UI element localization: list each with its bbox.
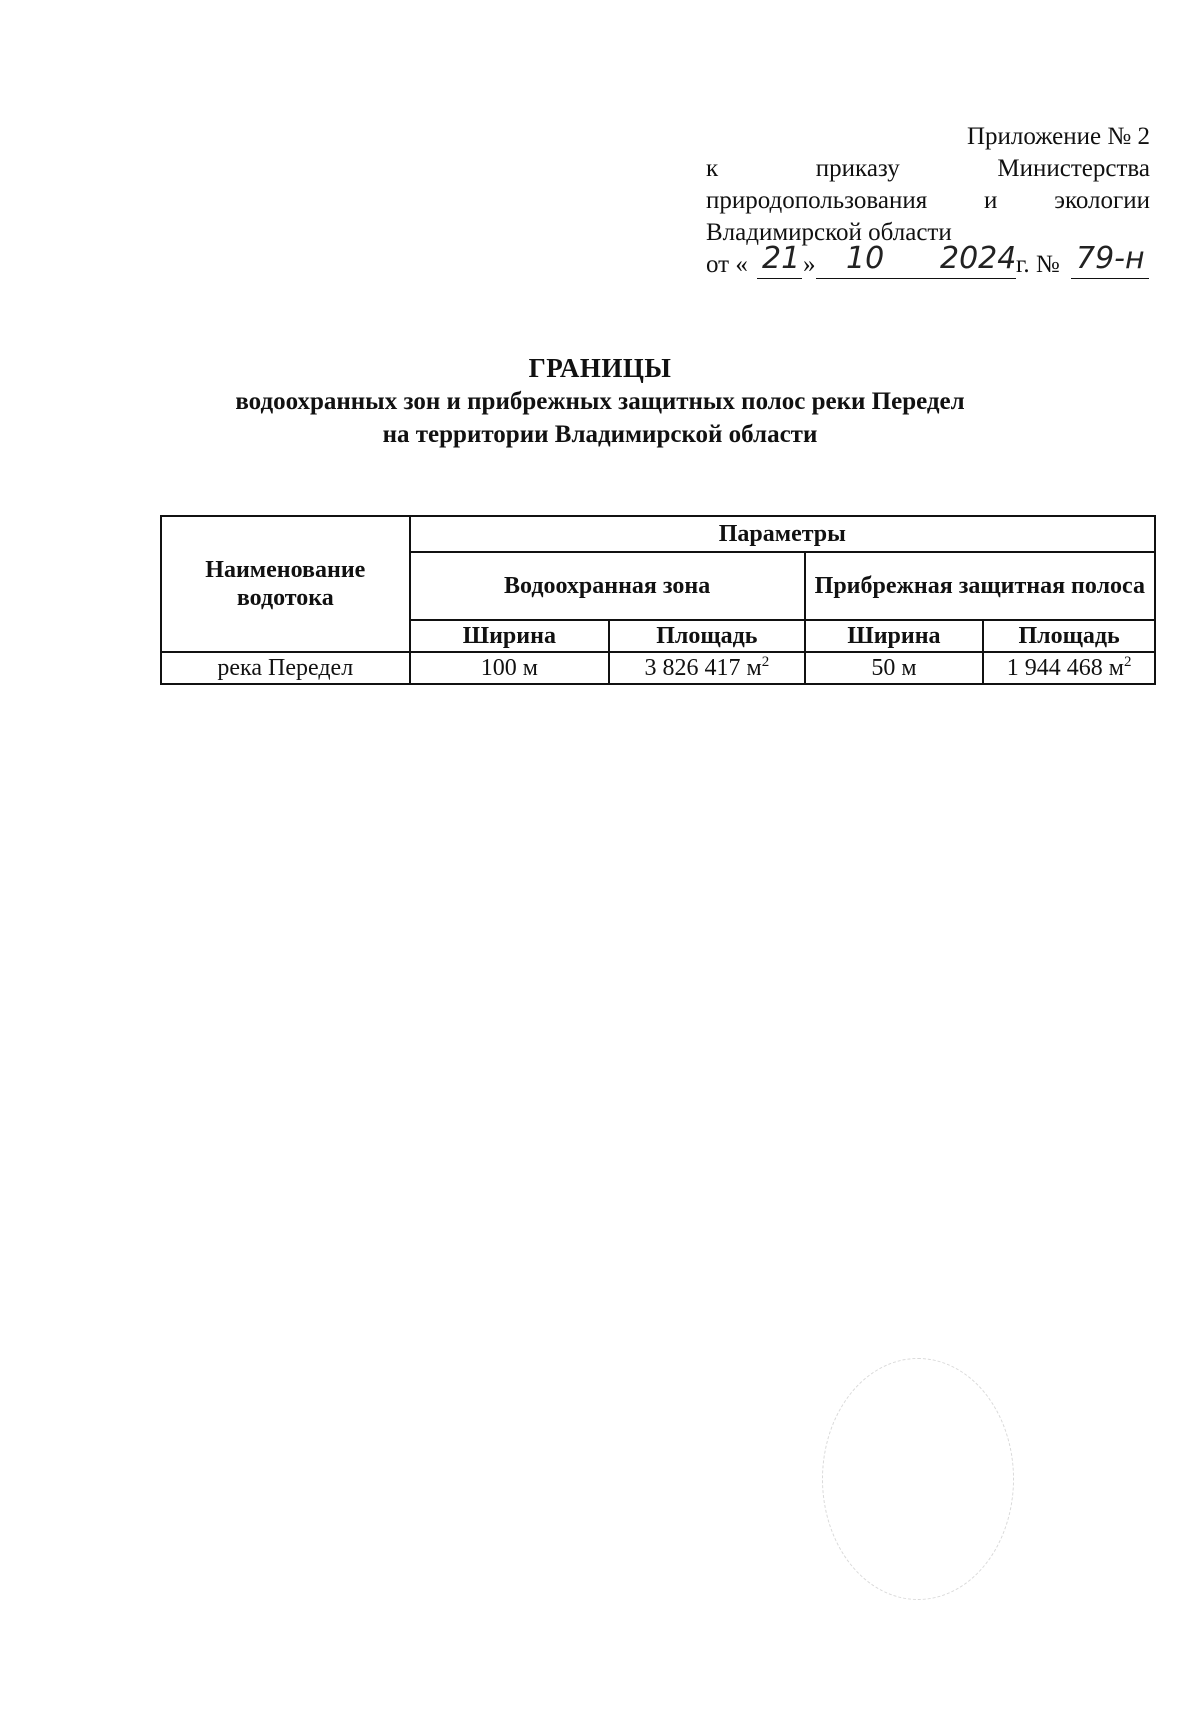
header-coastal-protective-strip: Прибрежная защитная полоса <box>805 552 1155 620</box>
zone-area-value: 3 826 417 м <box>644 655 762 681</box>
year-number-sign: г. № <box>1016 251 1060 278</box>
header-water-protection-zone: Водоохранная зона <box>410 552 805 620</box>
header-width: Ширина <box>805 620 984 652</box>
appendix-word: приказу <box>815 155 900 182</box>
cell-zone-width: 100 м <box>410 652 610 684</box>
header-width: Ширина <box>410 620 610 652</box>
appendix-number: Приложение № 2 <box>966 123 1150 150</box>
table-header-row <box>161 516 1155 552</box>
title-subtitle-2: на территории Владимирской области <box>382 421 818 448</box>
appendix-line-order <box>706 153 1150 185</box>
title-subtitle-1: водоохранных зон и прибрежных защитных полос реки Передел <box>235 388 965 415</box>
handwritten-year: 2024 <box>940 241 1017 276</box>
cell-zone-area <box>609 652 805 684</box>
title-main: ГРАНИЦЫ <box>528 353 672 383</box>
cell-strip-area <box>983 652 1155 684</box>
header-area: Площадь <box>609 620 805 652</box>
parameters-table <box>160 515 1156 685</box>
table-row <box>161 652 1155 684</box>
handwritten-month: 10 <box>846 241 885 276</box>
appendix-word: к <box>706 155 719 182</box>
unit-superscript: 2 <box>1123 654 1132 670</box>
month-year-underline <box>816 278 1016 279</box>
appendix-word: природопользования <box>706 187 928 214</box>
handwritten-number: 79-н <box>1076 241 1145 276</box>
order-date-line <box>706 241 1150 281</box>
day-underline <box>757 278 802 279</box>
appendix-region: Владимирской области <box>706 219 952 246</box>
appendix-word: Министерства <box>997 155 1150 182</box>
document-title <box>0 352 1200 451</box>
cell-watercourse-name: река Передел <box>161 652 410 684</box>
strip-area-value: 1 944 468 м <box>1006 655 1124 681</box>
unit-superscript: 2 <box>761 654 770 670</box>
appendix-line-ministry <box>706 185 1150 217</box>
appendix-header <box>706 121 1150 281</box>
appendix-word: экологии <box>1054 187 1150 214</box>
handwritten-day: 21 <box>762 241 801 276</box>
date-prefix: от « <box>706 251 748 278</box>
header-parameters: Параметры <box>410 516 1155 552</box>
header-watercourse-name: Наименование водотока <box>161 516 410 652</box>
faint-stamp-mark <box>822 1358 1014 1600</box>
date-close-quote: » <box>803 251 816 278</box>
number-underline <box>1071 278 1149 279</box>
appendix-word: и <box>984 187 998 214</box>
header-area: Площадь <box>983 620 1155 652</box>
cell-strip-width: 50 м <box>805 652 984 684</box>
